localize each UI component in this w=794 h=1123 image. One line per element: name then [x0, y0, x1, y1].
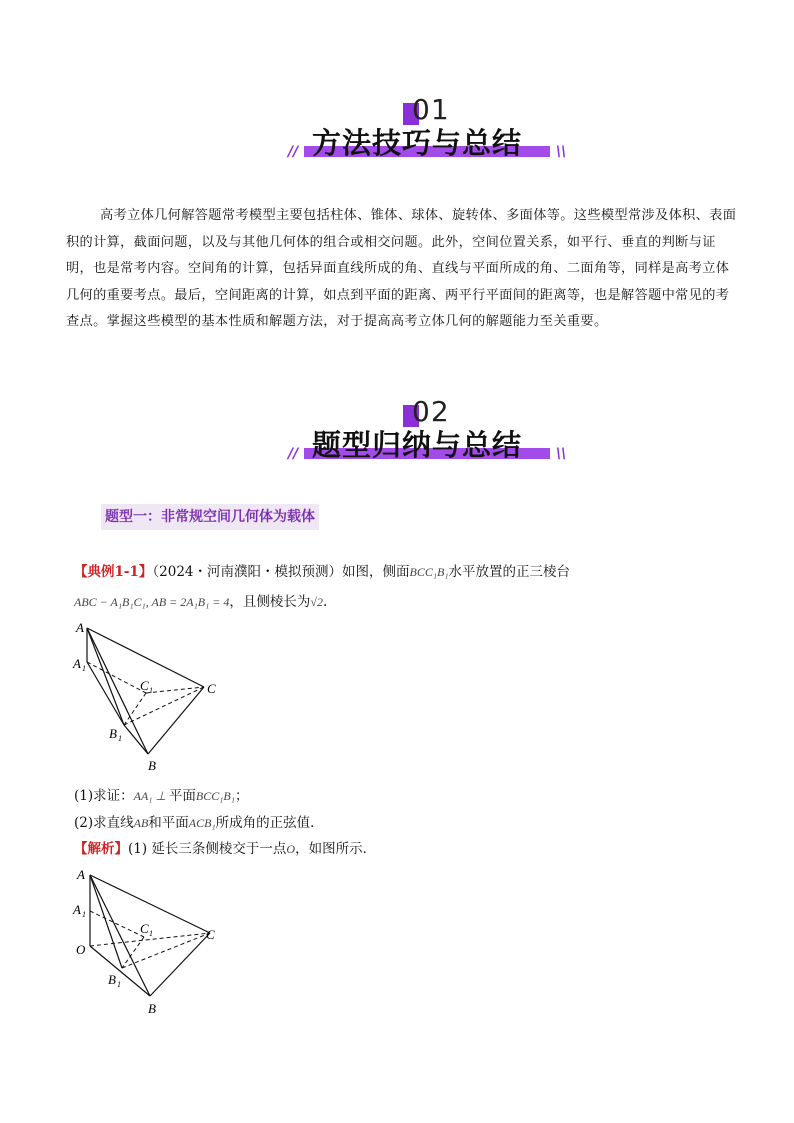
part-2-end: 所成角的正弦值．: [215, 815, 324, 831]
section-number: 02: [412, 395, 450, 428]
solution-text: (1) 延长三条侧棱交于一点: [128, 841, 287, 857]
condition-tail: ，且侧棱长为: [229, 594, 311, 610]
solution-point: O: [286, 842, 296, 856]
part-2-prefix: (2)求直线: [74, 815, 134, 831]
edge-A-B1: [90, 875, 122, 968]
part-2: [74, 813, 324, 833]
example-line-1: [74, 562, 570, 582]
label-A1-sub: 1: [82, 910, 86, 919]
slash-decoration-left: //: [288, 144, 299, 160]
label-A1-sub: 1: [82, 664, 86, 673]
label-B1-sub: 1: [117, 980, 121, 989]
hidden-edge-B1-C: [124, 687, 204, 725]
period: .: [322, 594, 328, 610]
figure-frustum-1: [66, 618, 236, 778]
slash-decoration-left: //: [288, 446, 299, 462]
label-A1: A: [73, 656, 81, 671]
edge-length: √2: [310, 595, 323, 609]
label-O: O: [76, 942, 86, 957]
label-C1: C: [140, 921, 149, 936]
edge-A-B1: [87, 628, 124, 725]
intro-paragraph: 高考立体几何解答题常考模型主要包括柱体、锥体、球体、旋转体、多面体等。这些模型常涉及体积、表面积的计算，截面问题，以及与其他几何体的组合或相交问题。此外，空间位置关系，如平行、垂直的判断与证明，也是常考内容。空间角的计算，包括异面直线所成的角、直线与平面所成的角、二面角等，同样是高考立体几何的重要考点。最后，空间距离的计算，如点到平面的距离、两平行平面间的距离等，也是解答题中常见的考查点。掌握这些模型的基本性质和解题方法，对于提高高考立体几何的解题能力至关重要。: [66, 208, 737, 330]
solution-end: ，如图所示．: [295, 841, 377, 857]
section-number: 01: [412, 93, 450, 126]
label-A: A: [77, 867, 85, 882]
condition-formula: ABC − A₁B₁C₁, AB = 2A₁B₁ = 4: [74, 595, 230, 609]
slash-decoration-right: \\: [556, 446, 567, 462]
part-2-plane: ACB₁: [188, 816, 216, 830]
part-1-plane: BCC₁B₁: [195, 789, 235, 803]
hidden-edge-C1-B1: [124, 693, 146, 725]
figure-frustum-2: [66, 863, 236, 1023]
label-B: B: [148, 758, 156, 773]
hidden-edge-B1-C: [122, 933, 210, 968]
edge-B-C: [148, 687, 204, 754]
example-line-2: [74, 592, 327, 612]
solution-line: [74, 839, 376, 859]
solution-tag: 【解析】: [74, 841, 128, 857]
slash-decoration-right: \\: [556, 144, 567, 160]
face-formula: BCC₁B₁: [409, 565, 449, 579]
label-A1: A: [73, 902, 81, 917]
label-B1: B: [108, 972, 116, 987]
edge-B-C: [150, 933, 210, 996]
label-B1: B: [109, 726, 117, 741]
label-B1-sub: 1: [118, 734, 122, 743]
example-source: （2024・河南濮阳・模拟预测）如图，侧面: [152, 564, 410, 580]
hidden-edge-C1-C: [146, 687, 204, 693]
label-A: A: [76, 620, 84, 635]
label-C: C: [207, 681, 216, 696]
label-B: B: [148, 1001, 156, 1016]
label-C1-sub: 1: [149, 686, 153, 695]
label-C: C: [206, 927, 215, 942]
part-1-text: 平面: [168, 788, 196, 804]
hidden-edge-A1-C1: [90, 911, 144, 937]
part-1-end: ；: [234, 788, 249, 804]
label-C1: C: [140, 678, 149, 693]
part-2-line: AB: [133, 816, 149, 830]
part-1-formula: AA₁ ⊥: [133, 789, 169, 803]
label-C1-sub: 1: [149, 929, 153, 938]
section-header-1: [0, 95, 794, 175]
example-tag: 【典例1-1】: [74, 564, 153, 580]
part-2-middle: 和平面: [148, 815, 189, 831]
section-title: 方法技巧与总结: [312, 126, 523, 160]
section-title: 题型归纳与总结: [312, 428, 523, 462]
section-header-2: [0, 397, 794, 477]
example-source-tail: 水平放置的正三棱台: [448, 564, 571, 580]
edge-A-C: [90, 875, 210, 933]
part-1-prefix: (1)求证：: [74, 788, 134, 804]
question-type-label: 题型一：非常规空间几何体为载体: [101, 504, 319, 530]
part-1: [74, 786, 248, 806]
